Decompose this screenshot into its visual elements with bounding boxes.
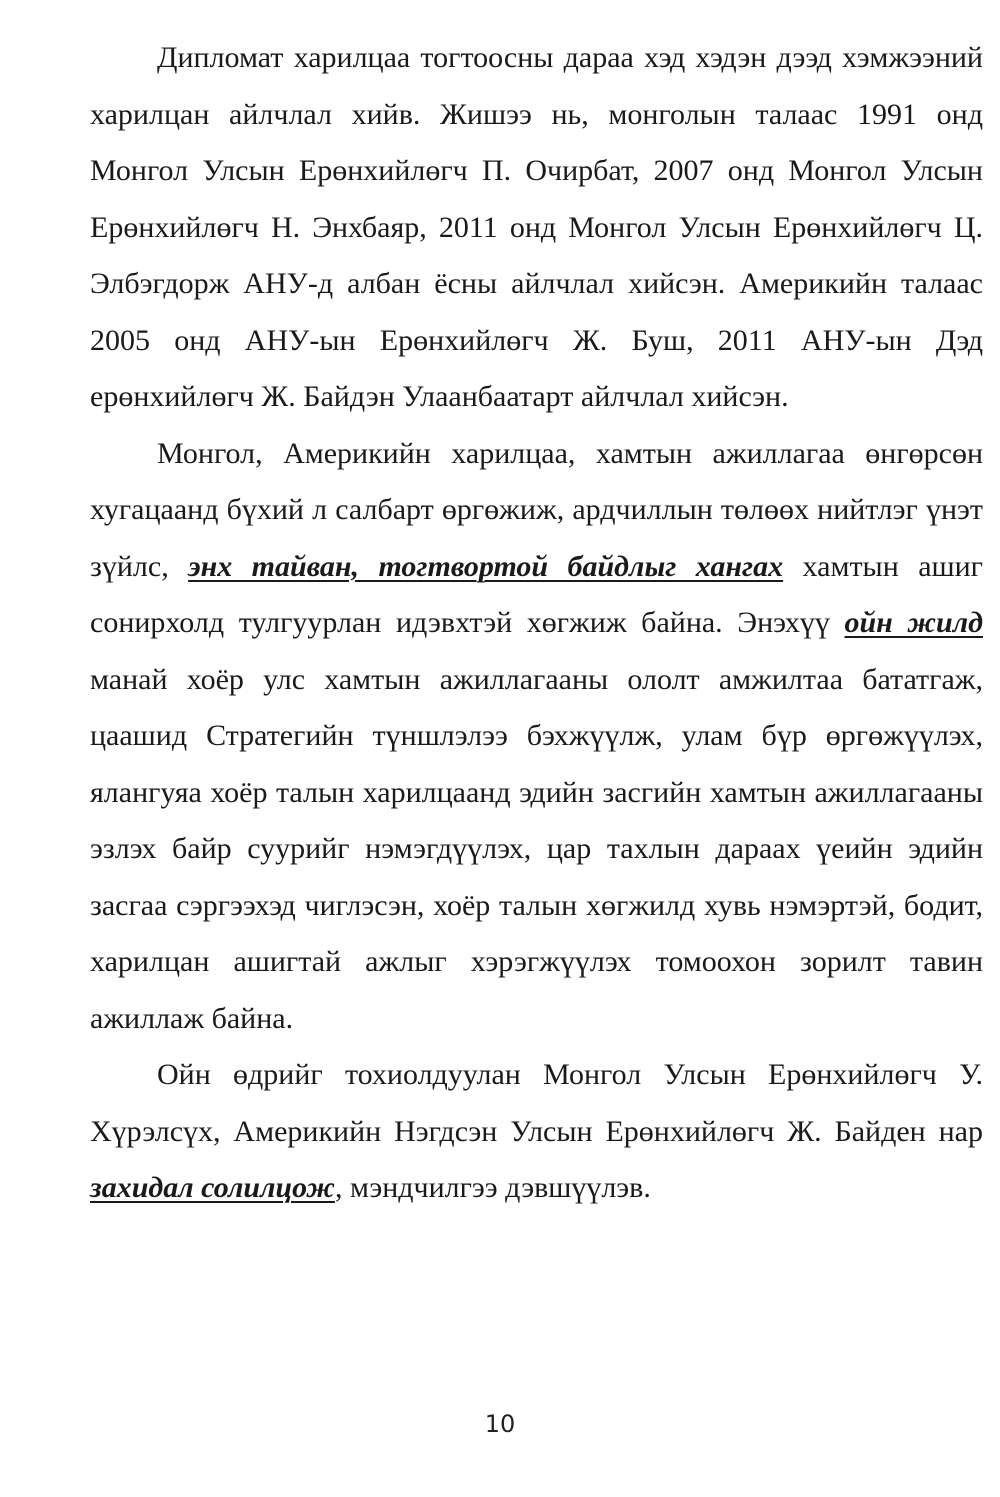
emphasized-phrase: ойн жилд <box>844 606 983 639</box>
paragraph-text: , мэндчилгээ дэвшүүлэв. <box>334 1171 651 1204</box>
paragraph-letters-exchange <box>90 1047 983 1217</box>
emphasized-phrase: энх тайван, тогтвортой байдлыг хангах <box>188 549 784 583</box>
emphasized-phrase: захидал солилцож <box>90 1171 335 1204</box>
paragraph-cooperation <box>90 426 983 1048</box>
paragraph-diplomatic-visits <box>90 30 983 426</box>
page-number: 10 <box>484 1410 516 1438</box>
paragraph-text: Монгол, Америкийн харилцаа, хамтын ажиллагаа өнгөрсөн хугацаанд бүхий л салбарт өргөжиж, ардчиллын төлөөх нийтлэг үнэт зүйлс, <box>90 436 983 583</box>
paragraph-text: Ойн өдрийг тохиолдуулан Монгол Улсын Ерөнхийлөгч У. Хүрэлсүх, Америкийн Нэгдсэн Улсын Ерөнхийлөгч Ж. Байден нар <box>90 1058 983 1148</box>
paragraph-text: хамтын ашиг сонирхолд тулгуурлан идэвхтэй хөгжиж байна. Энэхүү <box>90 549 983 639</box>
paragraph-text: Дипломат харилцаа тогтоосны дараа хэд хэдэн дээд хэмжээний харилцан айлчлал хийв. Жишээ нь, монголын талаас 1991 онд Монгол Улсын Ерөнхийлөгч П. Очирбат, 2007 онд Монгол Улсын Ерөнхийлөгч Н. Энхбаяр, 2011 онд Монгол Улсын Ерөнхийлөгч Ц. Элбэгдорж АНУ-д албан ёсны айлчлал хийсэн. Америкийн талаас 2005 онд АНУ-ын Ерөнхийлөгч Ж. Буш, 2011 АНУ-ын Дэд ерөнхийлөгч Ж. Байдэн Улаанбаатарт айлчлал хийсэн. <box>90 41 983 413</box>
document-body <box>90 30 983 1217</box>
paragraph-text: манай хоёр улс хамтын ажиллагааны ололт амжилтаа бататгаж, цаашид Стратегийн түншлэлээ бэхжүүлж, улам бүр өргөжүүлэх, ялангуяа хоёр талын харилцаанд эдийн засгийн хамтын ажиллагааны эзлэх байр суурийг нэмэгдүүлэх, цар тахлын дараах үеийн эдийн засгаа сэргээхэд чиглэсэн, хоёр талын хөгжилд хувь нэмэртэй, бодит, харилцан ашигтай ажлыг хэрэгжүүлэх томоохон зорилт тавин ажиллаж байна. <box>90 662 983 1035</box>
